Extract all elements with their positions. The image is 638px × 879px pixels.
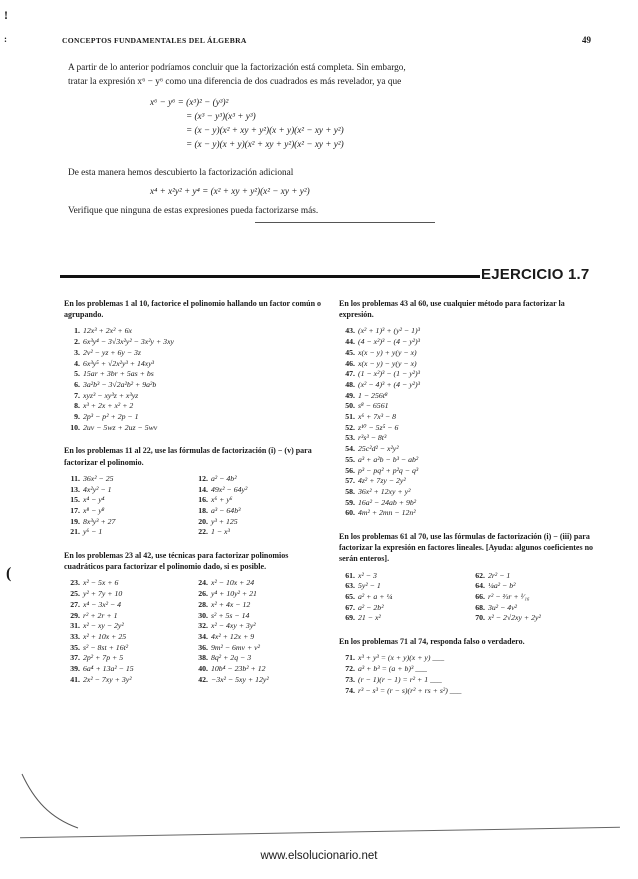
problem-expression: x(x − y) + y(y − x) bbox=[358, 347, 417, 357]
problem-expression: 16a² − 24ab + 9b² bbox=[358, 497, 417, 507]
problem-number: 22. bbox=[198, 527, 208, 537]
problem-number: 63. bbox=[345, 581, 355, 591]
section-instruction: En los problemas 1 al 10, factorice el polinomio hallando un factor común o agrupando. bbox=[64, 299, 322, 320]
problem-item bbox=[339, 412, 601, 423]
body-text: De esta manera hemos descubierto la factorización adicional bbox=[68, 168, 294, 178]
problem-number: 35. bbox=[70, 642, 80, 652]
problem-item bbox=[339, 369, 601, 380]
problem-item bbox=[339, 348, 601, 359]
problem-number: 58. bbox=[345, 486, 355, 496]
problem-number: 69. bbox=[345, 613, 355, 623]
problem-number: 57. bbox=[345, 476, 355, 486]
problem-expression: 36x² − 25 bbox=[83, 473, 114, 483]
problem-item bbox=[64, 578, 192, 589]
section-instruction: En los problemas 43 al 60, use cualquier método para factorizar la expresión. bbox=[339, 299, 565, 320]
problem-item bbox=[339, 686, 601, 697]
problem-item bbox=[339, 508, 601, 519]
problem-expression: a³ + b³ = (a + b)³ ___ bbox=[358, 664, 427, 674]
problem-number: 10. bbox=[70, 422, 80, 432]
problem-expression: (x² + 1)³ + (y² − 1)³ bbox=[358, 326, 420, 336]
problem-number: 52. bbox=[345, 422, 355, 432]
problem-item bbox=[339, 613, 469, 624]
problem-item bbox=[64, 517, 192, 528]
problem-item bbox=[64, 423, 329, 434]
problem-item bbox=[339, 391, 601, 402]
problem-number: 6. bbox=[74, 379, 80, 389]
problem-expression: x(x − y) − y(y − x) bbox=[358, 358, 417, 368]
problem-item bbox=[192, 578, 322, 589]
problem-item bbox=[64, 369, 329, 380]
problem-number: 40. bbox=[198, 664, 208, 674]
problem-number: 28. bbox=[198, 599, 208, 609]
problem-expression: p³ − pq² + p²q − q³ bbox=[358, 465, 419, 475]
problem-item bbox=[64, 495, 192, 506]
problem-item bbox=[339, 476, 601, 487]
problem-number: 30. bbox=[198, 610, 208, 620]
problem-number: 49. bbox=[345, 390, 355, 400]
problem-item bbox=[339, 433, 601, 444]
problem-expression: a³ − 64b³ bbox=[211, 505, 241, 515]
problem-item bbox=[192, 485, 322, 496]
problem-expression: 10b⁴ − 23b² + 12 bbox=[211, 664, 266, 674]
section-instruction: En los problemas 71 al 74, responda falso o verdadero. bbox=[339, 637, 525, 647]
problem-expression: (r − 1)(r − 1) = r² + 1 ___ bbox=[358, 674, 442, 684]
problem-item bbox=[192, 517, 322, 528]
problem-expression: a² − 2b² bbox=[358, 602, 384, 612]
problem-expression: y⁴ + 10y² + 21 bbox=[211, 589, 257, 599]
problem-number: 72. bbox=[345, 664, 355, 674]
problem-item bbox=[64, 359, 329, 370]
problem-item bbox=[64, 485, 192, 496]
problem-item bbox=[339, 466, 601, 477]
problem-number: 48. bbox=[345, 379, 355, 389]
problem-list bbox=[339, 326, 601, 519]
problem-expression: x⁴ − 3x² − 4 bbox=[83, 599, 122, 609]
problem-number: 17. bbox=[70, 505, 80, 515]
problem-item bbox=[339, 664, 601, 675]
problem-item bbox=[339, 487, 601, 498]
problem-expression: 4x² + 12x + 9 bbox=[211, 631, 255, 641]
problem-expression: 49x² − 64y² bbox=[211, 484, 248, 494]
problem-item bbox=[192, 495, 322, 506]
margin-mark: ( bbox=[6, 565, 12, 582]
equation-block bbox=[150, 95, 344, 151]
problem-expression: 6a⁴ + 13a² − 15 bbox=[83, 664, 134, 674]
problem-item bbox=[64, 337, 329, 348]
problem-grid bbox=[64, 578, 329, 685]
problem-expression: x⁶ + y⁶ bbox=[211, 495, 233, 505]
problem-expression: (1 − x²)³ − (1 − y²)³ bbox=[358, 369, 420, 379]
problem-number: 50. bbox=[345, 401, 355, 411]
problem-expression: r² + 2r + 1 bbox=[83, 610, 118, 620]
problem-expression: s⁸ − 6561 bbox=[358, 401, 389, 411]
problem-item bbox=[469, 603, 599, 614]
problem-item bbox=[64, 653, 192, 664]
intro-line: A partir de lo anterior podríamos concluir que la factorización está completa. Sin embargo, bbox=[68, 63, 406, 73]
equation-line: = (x³ − y³)(x³ + y³) bbox=[186, 111, 256, 121]
problem-item bbox=[469, 613, 599, 624]
problem-expression: s² − 8st + 16t² bbox=[83, 642, 129, 652]
problem-expression: x² − 4xy + 3y² bbox=[211, 621, 256, 631]
equation-line: = (x − y)(x² + xy + y²)(x + y)(x² − xy + y²) bbox=[186, 125, 344, 135]
problem-item bbox=[192, 589, 322, 600]
page-curl-mark bbox=[20, 770, 80, 830]
problem-item bbox=[64, 380, 329, 391]
problem-number: 53. bbox=[345, 433, 355, 443]
margin-mark: : bbox=[4, 34, 7, 44]
problem-item bbox=[64, 527, 192, 538]
problem-item bbox=[339, 675, 601, 686]
problem-expression: (x² − 4)³ + (4 − y²)³ bbox=[358, 379, 420, 389]
problem-number: 36. bbox=[198, 642, 208, 652]
problem-item bbox=[64, 474, 192, 485]
problem-expression: x⁴ − y⁴ bbox=[83, 495, 105, 505]
problem-number: 43. bbox=[345, 326, 355, 336]
problem-list bbox=[339, 653, 601, 696]
problem-item bbox=[339, 592, 469, 603]
problem-number: 64. bbox=[475, 581, 485, 591]
problem-expression: a² − 4b² bbox=[211, 473, 237, 483]
problem-number: 56. bbox=[345, 465, 355, 475]
problem-number: 73. bbox=[345, 674, 355, 684]
problem-number: 25. bbox=[70, 589, 80, 599]
problem-item bbox=[339, 380, 601, 391]
problem-expression: 6x³y⁴ − 3√3x²y² − 3x²y + 3xy bbox=[83, 337, 174, 347]
problem-number: 45. bbox=[345, 347, 355, 357]
footer-url: www.elsolucionario.net bbox=[260, 850, 378, 862]
problem-list bbox=[64, 326, 329, 433]
problem-expression: r³ − s³ = (r − s)(r² + rs + s²) ___ bbox=[358, 685, 462, 695]
problem-expression: y² + 7y + 10 bbox=[83, 589, 123, 599]
intro-paragraph bbox=[68, 62, 588, 89]
problem-number: 14. bbox=[198, 484, 208, 494]
problem-number: 19. bbox=[70, 516, 80, 526]
problem-number: 29. bbox=[70, 610, 80, 620]
problem-item bbox=[339, 401, 601, 412]
problem-number: 18. bbox=[198, 505, 208, 515]
equation-line: = (x − y)(x + y)(x² + xy + y²)(x² − xy + y²) bbox=[186, 139, 344, 149]
problem-number: 1. bbox=[74, 326, 80, 336]
problem-item bbox=[469, 592, 599, 603]
problem-expression: 3a²b³ − 3√2a²b² + 9a²b bbox=[83, 379, 157, 389]
problem-item bbox=[64, 611, 192, 622]
equation-line: x⁶ − y⁶ = (x³)² − (y³)² bbox=[150, 97, 229, 107]
problem-number: 51. bbox=[345, 412, 355, 422]
problem-expression: 9m² − 6mv + v² bbox=[211, 642, 260, 652]
problem-number: 62. bbox=[475, 570, 485, 580]
divider bbox=[255, 222, 435, 223]
problem-item bbox=[64, 391, 329, 402]
problem-expression: x² + 10x + 25 bbox=[83, 631, 127, 641]
problem-item bbox=[64, 326, 329, 337]
problem-item bbox=[192, 611, 322, 622]
problem-number: 15. bbox=[70, 495, 80, 505]
problem-number: 20. bbox=[198, 516, 208, 526]
problem-item bbox=[339, 581, 469, 592]
problem-item bbox=[339, 423, 601, 434]
problem-expression: r² − ⅔r + ¹⁄₁₆ bbox=[488, 592, 530, 602]
problem-expression: a² + a + ¼ bbox=[358, 592, 393, 602]
problem-expression: y³ + 125 bbox=[211, 516, 238, 526]
problem-item bbox=[64, 412, 329, 423]
problem-item bbox=[64, 675, 192, 686]
problem-item bbox=[192, 632, 322, 643]
problem-number: 37. bbox=[70, 653, 80, 663]
problem-item bbox=[64, 664, 192, 675]
section-instruction: En los problemas 23 al 42, use técnicas para factorizar polinomios cuadráticos para factorizar el polinomio dado, si es posible. bbox=[64, 551, 289, 572]
problem-number: 33. bbox=[70, 631, 80, 641]
problem-item bbox=[192, 643, 322, 654]
problem-number: 4. bbox=[74, 358, 80, 368]
problem-item bbox=[192, 474, 322, 485]
problem-expression: xyz³ − xy³z + x³yz bbox=[83, 390, 139, 400]
left-column bbox=[64, 298, 329, 686]
problem-number: 42. bbox=[198, 674, 208, 684]
problem-expression: 2uv − 5wz + 2uz − 5wv bbox=[83, 422, 158, 432]
problem-expression: z¹⁰ − 5z⁵ − 6 bbox=[358, 422, 399, 432]
problem-item bbox=[339, 653, 601, 664]
problem-number: 74. bbox=[345, 685, 355, 695]
problem-number: 65. bbox=[345, 592, 355, 602]
intro-line: tratar la expresión x⁶ − y⁶ como una diferencia de dos cuadrados es más revelador, ya que bbox=[68, 76, 402, 87]
margin-mark: ! bbox=[4, 8, 8, 22]
problem-item bbox=[339, 603, 469, 614]
problem-item bbox=[64, 632, 192, 643]
problem-number: 71. bbox=[345, 653, 355, 663]
body-text: Verifique que ninguna de estas expresiones pueda factorizarse más. bbox=[68, 206, 319, 216]
problem-item bbox=[192, 506, 322, 517]
problem-number: 2. bbox=[74, 337, 80, 347]
exercise-title: EJERCICIO 1.7 bbox=[481, 266, 590, 283]
problem-number: 12. bbox=[198, 473, 208, 483]
problem-expression: a³ + a²b − b³ − ab² bbox=[358, 454, 419, 464]
problem-item bbox=[64, 600, 192, 611]
problem-number: 55. bbox=[345, 454, 355, 464]
problem-expression: 4x²y² − 1 bbox=[83, 484, 112, 494]
problem-number: 44. bbox=[345, 337, 355, 347]
running-head: CONCEPTOS FUNDAMENTALES DEL ÁLGEBRA bbox=[62, 36, 247, 45]
problem-expression: 4m² + 2mn − 12n² bbox=[358, 508, 416, 518]
problem-number: 9. bbox=[74, 412, 80, 422]
problem-number: 67. bbox=[345, 602, 355, 612]
problem-expression: 1 − 256t⁸ bbox=[358, 390, 388, 400]
problem-item bbox=[469, 581, 599, 592]
problem-item bbox=[192, 653, 322, 664]
problem-expression: 6x³y⁵ + √2x²y³ + 14xy³ bbox=[83, 358, 155, 368]
additional-equation: x⁴ + x²y² + y⁴ = (x² + xy + y²)(x² − xy + y²) bbox=[150, 186, 310, 196]
problem-expression: x² − 3 bbox=[358, 570, 377, 580]
problem-item bbox=[339, 326, 601, 337]
problem-item bbox=[192, 664, 322, 675]
problem-expression: y⁶ − 1 bbox=[83, 527, 103, 537]
problem-expression: x² + 4x − 12 bbox=[211, 599, 251, 609]
page-number: 49 bbox=[582, 35, 591, 45]
problem-expression: x² − 2√2xy + 2y² bbox=[488, 613, 541, 623]
problem-number: 60. bbox=[345, 508, 355, 518]
problem-item bbox=[64, 401, 329, 412]
problem-number: 31. bbox=[70, 621, 80, 631]
problem-number: 27. bbox=[70, 599, 80, 609]
problem-number: 34. bbox=[198, 631, 208, 641]
problem-number: 54. bbox=[345, 444, 355, 454]
problem-number: 39. bbox=[70, 664, 80, 674]
problem-number: 66. bbox=[475, 592, 485, 602]
problem-grid bbox=[339, 571, 601, 625]
problem-item bbox=[64, 621, 192, 632]
problem-item bbox=[64, 506, 192, 517]
problem-item bbox=[64, 643, 192, 654]
problem-expression: 8x³y³ + 27 bbox=[83, 516, 116, 526]
problem-expression: 2v² − yz + 6y − 3z bbox=[83, 347, 141, 357]
problem-item bbox=[192, 621, 322, 632]
problem-number: 61. bbox=[345, 570, 355, 580]
problem-expression: r³s³ − 8t³ bbox=[358, 433, 387, 443]
page-edge-line bbox=[20, 827, 620, 838]
problem-expression: x³ + y³ = (x + y)(x + y) ___ bbox=[358, 653, 445, 663]
problem-expression: 3u² − 4v² bbox=[488, 602, 517, 612]
problem-expression: 8q² + 2q − 3 bbox=[211, 653, 252, 663]
problem-number: 47. bbox=[345, 369, 355, 379]
problem-item bbox=[192, 675, 322, 686]
problem-item bbox=[339, 337, 601, 348]
problem-expression: x⁶ + 7x³ − 8 bbox=[358, 412, 397, 422]
problem-item bbox=[469, 571, 599, 582]
problem-expression: 36x² + 12xy + y² bbox=[358, 486, 411, 496]
problem-number: 41. bbox=[70, 674, 80, 684]
problem-expression: 2x² − 7xy + 3y² bbox=[83, 674, 132, 684]
problem-number: 59. bbox=[345, 497, 355, 507]
problem-item bbox=[339, 444, 601, 455]
problem-number: 68. bbox=[475, 602, 485, 612]
problem-expression: x² − 10x + 24 bbox=[211, 578, 255, 588]
problem-number: 5. bbox=[74, 369, 80, 379]
problem-number: 21. bbox=[70, 527, 80, 537]
problem-number: 26. bbox=[198, 589, 208, 599]
section-instruction: En los problemas 11 al 22, use las fórmulas de factorización (i) − (v) para factorizar el polinomio. bbox=[64, 446, 312, 467]
right-column bbox=[339, 298, 601, 696]
problem-expression: 2p² + 7p + 5 bbox=[83, 653, 124, 663]
problem-expression: 5y² − 1 bbox=[358, 581, 381, 591]
problem-grid bbox=[64, 474, 329, 538]
section-instruction: En los problemas 61 al 70, use las fórmulas de factorización (i) − (iii) para factorizar la expresión en factores lineales. [Ayuda: algunos coeficientes no serán enteros]. bbox=[339, 532, 594, 564]
problem-number: 46. bbox=[345, 358, 355, 368]
problem-expression: −3x² − 5xy + 12y² bbox=[211, 674, 269, 684]
problem-number: 23. bbox=[70, 578, 80, 588]
problem-expression: 21 − x² bbox=[358, 613, 381, 623]
problem-expression: (4 − x²)³ − (4 − y²)³ bbox=[358, 337, 420, 347]
problem-item bbox=[339, 571, 469, 582]
problem-expression: 12x³ + 2x² + 6x bbox=[83, 326, 132, 336]
problem-number: 38. bbox=[198, 653, 208, 663]
problem-item bbox=[64, 589, 192, 600]
problem-item bbox=[339, 455, 601, 466]
problem-number: 24. bbox=[198, 578, 208, 588]
problem-number: 7. bbox=[74, 390, 80, 400]
problem-item bbox=[339, 359, 601, 370]
problem-number: 70. bbox=[475, 613, 485, 623]
problem-number: 32. bbox=[198, 621, 208, 631]
problem-expression: x² − xy − 2y² bbox=[83, 621, 124, 631]
problem-number: 16. bbox=[198, 495, 208, 505]
problem-number: 3. bbox=[74, 347, 80, 357]
problem-expression: x⁸ − y⁸ bbox=[83, 505, 105, 515]
problem-expression: x² − 5x + 6 bbox=[83, 578, 119, 588]
problem-expression: 2p³ − p² + 2p − 1 bbox=[83, 412, 139, 422]
problem-expression: 4z² + 7zy − 2y² bbox=[358, 476, 406, 486]
problem-expression: s² + 5s − 14 bbox=[211, 610, 250, 620]
section-rule bbox=[60, 275, 480, 278]
problem-number: 13. bbox=[70, 484, 80, 494]
problem-item bbox=[192, 527, 322, 538]
problem-expression: 25c²d² − x²y² bbox=[358, 444, 399, 454]
problem-expression: ¼a² − b² bbox=[488, 581, 516, 591]
problem-number: 11. bbox=[70, 473, 80, 483]
problem-expression: x³ + 2x + x² + 2 bbox=[83, 401, 134, 411]
problem-number: 8. bbox=[74, 401, 80, 411]
problem-expression: 1 − x³ bbox=[211, 527, 230, 537]
problem-item bbox=[64, 348, 329, 359]
problem-item bbox=[192, 600, 322, 611]
problem-expression: 2r² − 1 bbox=[488, 570, 511, 580]
problem-item bbox=[339, 498, 601, 509]
problem-expression: 15ar + 3br + 5as + bs bbox=[83, 369, 154, 379]
